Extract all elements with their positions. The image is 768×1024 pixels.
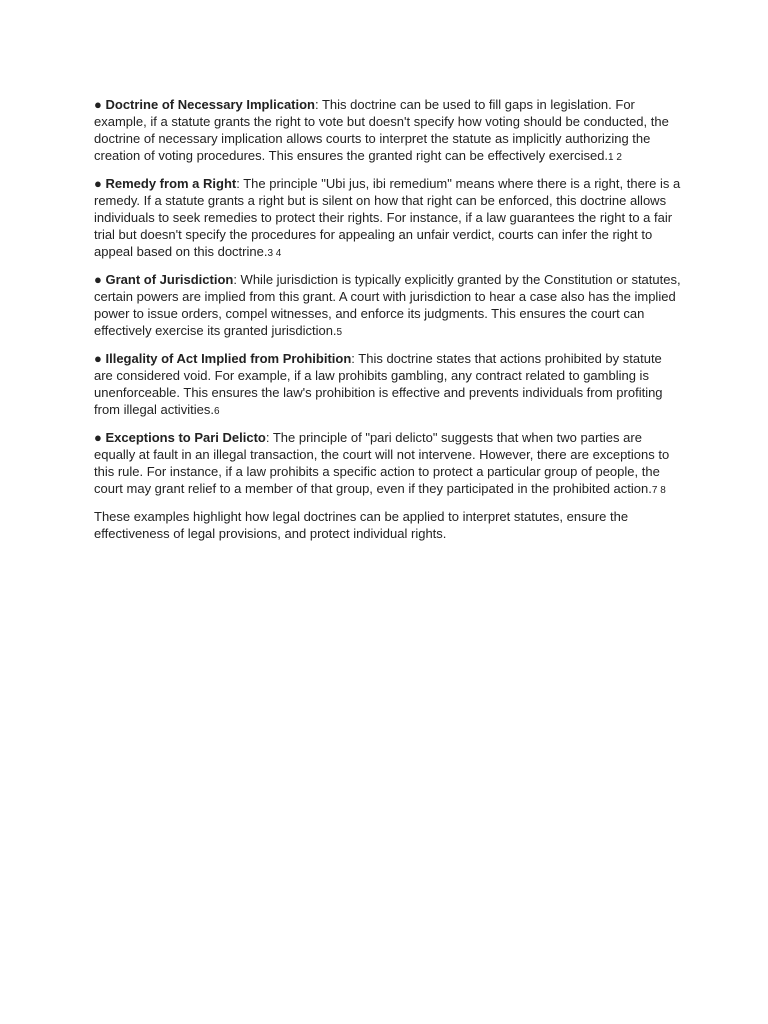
footnote-refs[interactable]: 1 2 (608, 152, 622, 163)
bullet-illegality-of-act (94, 350, 684, 420)
footnote-refs[interactable]: 6 (213, 406, 220, 417)
bullet-marker: ● (94, 351, 102, 366)
bullet-marker: ● (94, 430, 102, 445)
bullet-exceptions-pari-delicto (94, 429, 684, 499)
conclusion-paragraph: These examples highlight how legal doctrines can be applied to interpret statutes, ensure the effectiveness of legal provisions, and protect individual rights. (94, 509, 629, 541)
bullet-text: : The principle of "pari delicto" suggests that when two parties are equally at fault in an illegal transaction, the court will not intervene. However, there are exceptions to this rule. For instance, if a law prohibits a specific action to protect a particular group of people, the court may grant relief to a member of that group, even if they participated in the prohibited action. (94, 430, 670, 496)
bullet-marker: ● (94, 272, 102, 287)
bullet-term: Doctrine of Necessary Implication (105, 97, 315, 112)
bullet-necessary-implication (94, 96, 684, 166)
bullet-marker: ● (94, 97, 102, 112)
bullet-text: : This doctrine states that actions prohibited by statute are considered void. For example, if a law prohibits gambling, any contract related to gambling is unenforceable. This ensures the law's prohibition is effective and prevents individuals from profiting from illegal activities. (94, 351, 663, 417)
bullet-text: : The principle "Ubi jus, ibi remedium" means where there is a right, there is a remedy. If a statute grants a right but is silent on how that right can be enforced, this doctrine allows individuals to seek remedies to protect their rights. For instance, if a law guarantees the right to a fair trial but doesn't specify the procedures for appealing an unfair verdict, courts can infer the right to appeal based on this doctrine. (94, 176, 681, 259)
bullet-text: : While jurisdiction is typically explicitly granted by the Constitution or statutes, certain powers are implied from this grant. A court with jurisdiction to hear a case also has the implied power to issue orders, compel witnesses, and enforce its judgments. This ensures the court can effectively exercise its granted jurisdiction. (94, 272, 681, 338)
document-page (94, 96, 684, 551)
bullet-grant-of-jurisdiction (94, 271, 684, 341)
bullet-term: Remedy from a Right (105, 176, 237, 191)
bullet-marker: ● (94, 176, 102, 191)
footnote-refs[interactable]: 5 (336, 327, 343, 338)
footnote-refs[interactable]: 7 8 (651, 485, 666, 496)
bullet-term: Grant of Jurisdiction (105, 272, 234, 287)
bullet-term: Exceptions to Pari Delicto (105, 430, 266, 445)
footnote-refs[interactable]: 3 4 (267, 248, 282, 259)
bullet-remedy-from-right (94, 175, 684, 262)
bullet-text: : This doctrine can be used to fill gaps in legislation. For example, if a statute grants the right to vote but doesn't specify how voting should be conducted, the doctrine of necessary implication allows courts to interpret the statute as implicitly authorizing the creation of voting procedures. This ensures the granted right can be effectively exercised. (94, 97, 669, 163)
bullet-term: Illegality of Act Implied from Prohibition (105, 351, 352, 366)
